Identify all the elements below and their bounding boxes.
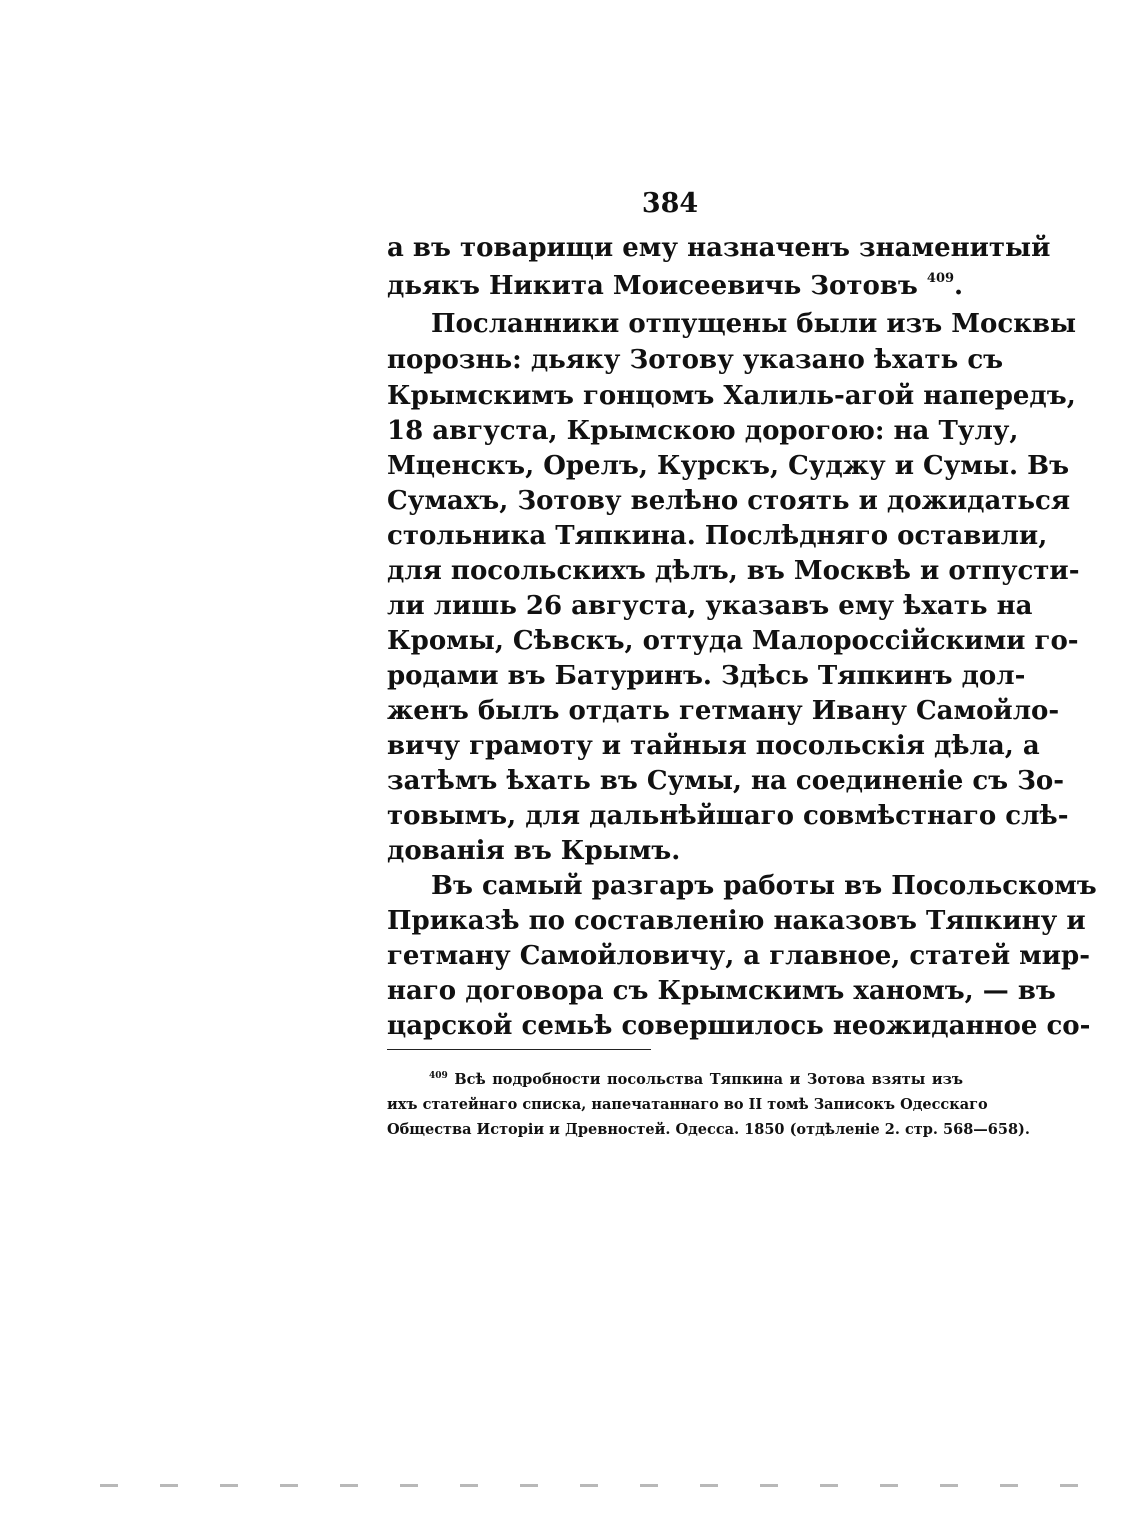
text-line: женъ былъ отдать гетману Ивану Самойло- [387, 696, 1060, 726]
text-line: родами въ Батуринъ. Здѣсь Тяпкинъ дол- [387, 661, 1026, 691]
text-line: Кромы, Сѣвскъ, оттуда Малороссійскими го- [387, 626, 1079, 656]
text-line-punctuation: . [954, 271, 964, 301]
text-line: Посланники отпущены были изъ Москвы [431, 309, 1077, 339]
text-line: Сумахъ, Зотову велѣно стоять и дожидаться [387, 486, 1071, 516]
footnote-line: Общества Исторіи и Древностей. Одесса. 1850 (отдѣленіе 2. стр. 568—658). [387, 1121, 1030, 1138]
text-line: наго договора съ Крымскимъ ханомъ, — въ [387, 976, 1056, 1006]
footnote-line [387, 1068, 963, 1092]
text-line: Крымскимъ гонцомъ Халиль-агой напередъ, [387, 381, 1076, 411]
scan-edge-noise [100, 1484, 1120, 1487]
text-line: товымъ, для дальнѣйшаго совмѣстнаго слѣ- [387, 801, 1069, 831]
footnote-reference[interactable]: 409 [926, 271, 955, 286]
footnote-line: ихъ статейнаго списка, напечатаннаго во II томѣ Записокъ Одесскаго [387, 1096, 988, 1113]
footnote-rule [387, 1049, 651, 1050]
text-line: а въ товарищи ему назначенъ знаменитый [387, 233, 1051, 263]
text-line: стольника Тяпкина. Послѣдняго оставили, [387, 521, 1048, 551]
page-number: 384 [641, 188, 699, 219]
text-line [387, 268, 963, 304]
footnote-marker: 409 [429, 1071, 448, 1081]
footnote-line-content: Всѣ подробности посольства Тяпкина и Зотова взяты изъ [454, 1071, 963, 1088]
text-line: Въ самый разгаръ работы въ Посольскомъ [431, 871, 1097, 901]
text-line: Приказѣ по составленію наказовъ Тяпкину и [387, 906, 1086, 936]
text-line: царской семьѣ совершилось неожиданное со- [387, 1011, 1091, 1041]
text-line: 18 августа, Крымскою дорогою: на Тулу, [387, 416, 1019, 446]
text-line: порознь: дьяку Зотову указано ѣхать съ [387, 345, 1004, 375]
text-line-content: дьякъ Никита Моисеевичь Зотовъ [387, 271, 918, 301]
text-line: дованія въ Крымъ. [387, 836, 681, 866]
text-line: для посольскихъ дѣлъ, въ Москвѣ и отпусти- [387, 556, 1080, 586]
text-line: Мценскъ, Орелъ, Курскъ, Суджу и Сумы. Въ [387, 451, 1070, 481]
text-line: ли лишь 26 августа, указавъ ему ѣхать на [387, 591, 1033, 621]
text-line: вичу грамоту и тайныя посольскія дѣла, а [387, 731, 1040, 761]
text-line: затѣмъ ѣхать въ Сумы, на соединеніе съ Зо- [387, 766, 1065, 796]
text-line: гетману Самойловичу, а главное, статей мир- [387, 941, 1091, 971]
